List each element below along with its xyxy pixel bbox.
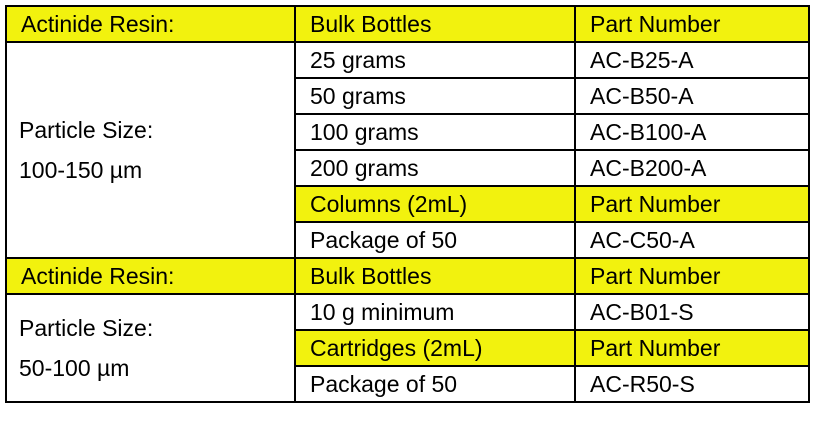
- item-cell: 100 grams: [295, 114, 575, 150]
- part-number-cell: AC-C50-A: [575, 222, 809, 258]
- resin-label: Actinide Resin:: [6, 258, 295, 294]
- part-number-cell: AC-B200-A: [575, 150, 809, 186]
- item-cell: 10 g minimum: [295, 294, 575, 330]
- cartridges-header: Cartridges (2mL): [295, 330, 575, 366]
- particle-size-label: Particle Size:: [19, 315, 154, 341]
- part-number-cell: AC-B100-A: [575, 114, 809, 150]
- particle-size-cell: [6, 42, 295, 258]
- part-number-header: Part Number: [575, 6, 809, 42]
- part-number-header: Part Number: [575, 330, 809, 366]
- part-number-cell: AC-B01-S: [575, 294, 809, 330]
- part-number-cell: AC-B50-A: [575, 78, 809, 114]
- particle-size-value: 50-100 µm: [19, 355, 130, 381]
- part-number-cell: AC-R50-S: [575, 366, 809, 402]
- part-number-header: Part Number: [575, 186, 809, 222]
- bulk-bottles-header: Bulk Bottles: [295, 258, 575, 294]
- item-cell: 25 grams: [295, 42, 575, 78]
- section-header-row: [6, 6, 809, 42]
- table-row: [6, 42, 809, 78]
- columns-header: Columns (2mL): [295, 186, 575, 222]
- bulk-bottles-header: Bulk Bottles: [295, 6, 575, 42]
- section-header-row: [6, 258, 809, 294]
- resin-label: Actinide Resin:: [6, 6, 295, 42]
- table-row: [6, 294, 809, 330]
- item-cell: 50 grams: [295, 78, 575, 114]
- part-number-cell: AC-B25-A: [575, 42, 809, 78]
- particle-size-value: 100-150 µm: [19, 157, 143, 183]
- item-cell: Package of 50: [295, 222, 575, 258]
- particle-size-cell: [6, 294, 295, 402]
- actinide-resin-table: [5, 5, 810, 403]
- particle-size-label: Particle Size:: [19, 117, 154, 143]
- item-cell: Package of 50: [295, 366, 575, 402]
- item-cell: 200 grams: [295, 150, 575, 186]
- part-number-header: Part Number: [575, 258, 809, 294]
